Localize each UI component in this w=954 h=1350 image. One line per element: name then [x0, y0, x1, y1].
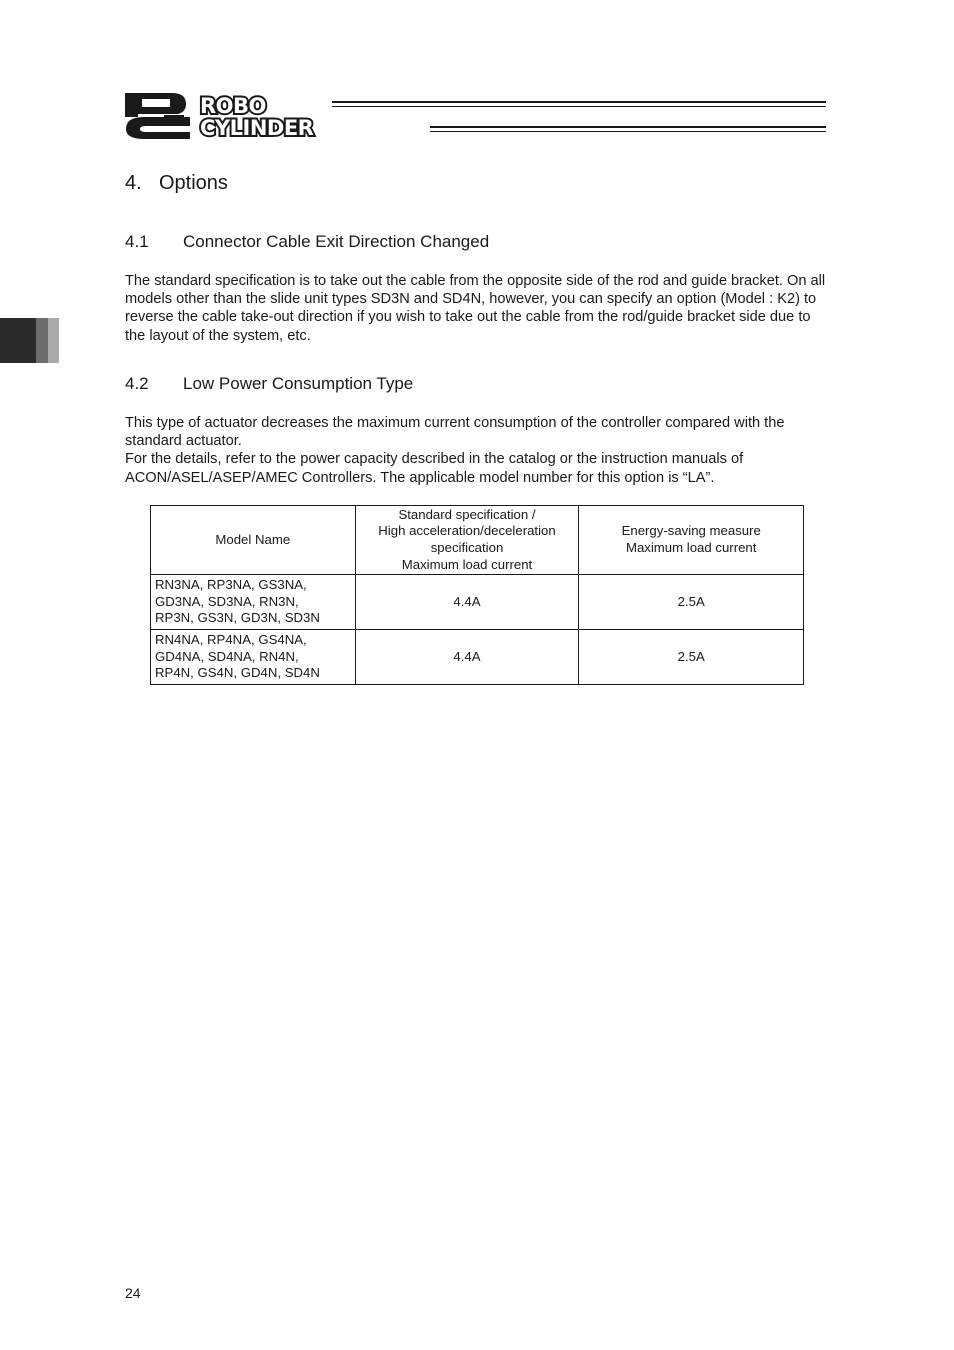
- model-name-cell: RN4NA, RP4NA, GS4NA, GD4NA, SD4NA, RN4N, RP4N, GS4N, GD4N, SD4N: [151, 630, 356, 685]
- standard-current-cell: 4.4A: [355, 575, 579, 630]
- header-standard-spec: Standard specification / High acceleration/deceleration specification Maximum load current: [355, 506, 579, 575]
- section-heading: [125, 170, 228, 196]
- chapter-tab-light: [48, 318, 59, 363]
- robo-cylinder-logo: [124, 93, 826, 141]
- header-rules: [332, 101, 826, 132]
- chapter-tab-dark: [0, 318, 36, 363]
- load-current-table: [150, 505, 804, 685]
- standard-current-cell: 4.4A: [355, 630, 579, 685]
- chapter-tab-mid: [36, 318, 48, 363]
- subsection-heading-4-2: [125, 373, 413, 395]
- subsection-title: Low Power Consumption Type: [183, 374, 414, 393]
- logo-word-robo: ROBO: [200, 94, 266, 118]
- logo-word-cylinder: CYLINDER: [200, 116, 314, 140]
- energy-saving-current-cell: 2.5A: [579, 575, 804, 630]
- header-model-name: Model Name: [151, 506, 356, 575]
- table-header-row: [151, 506, 804, 575]
- paragraph-text: The standard specification is to take out the cable from the opposite side of the rod and guide bracket. On all models other than the slide unit types SD3N and SD4N, however, you can specify an option (Model : K2) to reverse the cable take-out direction if you wish to take out the cable from the rod/guide bracket side due to the layout of the system, etc.: [125, 273, 826, 344]
- energy-saving-current-cell: 2.5A: [579, 630, 804, 685]
- subsection-number: 4.2: [125, 374, 149, 393]
- page-number: 24: [125, 1285, 141, 1301]
- section-title: Options: [159, 172, 228, 194]
- chapter-tab-marker: [0, 318, 60, 363]
- table-row: [151, 630, 804, 685]
- paragraph-text: This type of actuator decreases the maximum current consumption of the controller compared with the standard actuator.: [125, 415, 785, 450]
- table-row: [151, 575, 804, 630]
- subsection-title: Connector Cable Exit Direction Changed: [183, 232, 490, 251]
- paragraph-low-power: [125, 414, 830, 487]
- header-energy-saving: Energy-saving measure Maximum load current: [579, 506, 804, 575]
- rc-emblem-icon: [125, 93, 190, 139]
- subsection-heading-4-1: [125, 231, 489, 253]
- section-number: 4.: [125, 172, 142, 194]
- subsection-number: 4.1: [125, 232, 149, 251]
- paragraph-cable-exit: [125, 272, 830, 345]
- model-name-cell: RN3NA, RP3NA, GS3NA, GD3NA, SD3NA, RN3N, RP3N, GS3N, GD3N, SD3N: [151, 575, 356, 630]
- paragraph-text: For the details, refer to the power capacity described in the catalog or the instruction manuals of ACON/ASEL/ASEP/AMEC Controllers. The applicable model number for this option is “LA”.: [125, 451, 744, 486]
